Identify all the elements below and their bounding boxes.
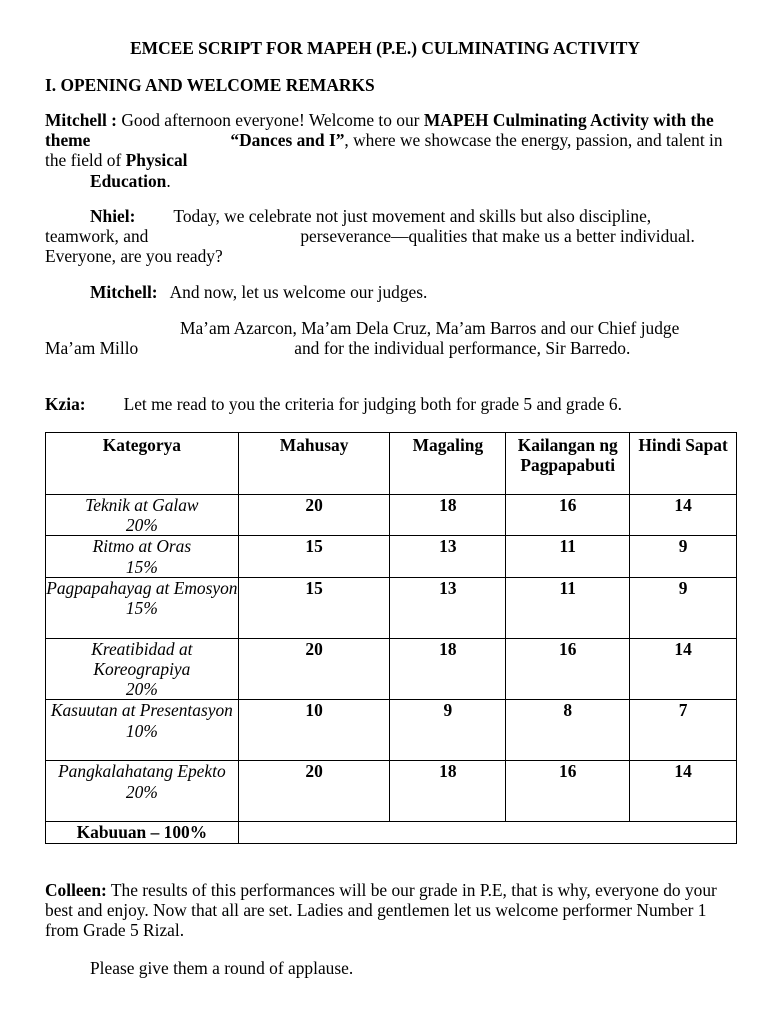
table-row <box>46 536 737 577</box>
bold-text: Physical <box>125 150 188 171</box>
score-cell: 9 <box>630 536 737 577</box>
paragraph-text: and for the individual performance, Sir Barredo. <box>294 338 631 359</box>
section-heading: I. OPENING AND WELCOME REMARKS <box>45 75 375 95</box>
score-cell: 20 <box>238 761 390 822</box>
score-cell: 9 <box>390 700 506 761</box>
paragraph-text: Good afternoon everyone! Welcome to our <box>121 110 420 130</box>
speaker-label: Colleen: <box>45 880 107 900</box>
score-cell: 10 <box>238 700 390 761</box>
category-cell <box>46 495 239 536</box>
paragraph-mitchell-welcome <box>45 110 725 191</box>
score-cell: 14 <box>630 638 737 700</box>
score-cell: 14 <box>630 761 737 822</box>
paragraph-text: . <box>166 170 171 191</box>
score-cell: 16 <box>506 495 630 536</box>
table-row <box>46 495 737 536</box>
category-weight: 15% <box>125 556 158 577</box>
category-name: Kasuutan at Presentasyon <box>50 700 233 721</box>
table-row <box>46 577 737 638</box>
score-cell: 8 <box>506 700 630 761</box>
column-header: Kailangan ng Pagpapabuti <box>506 433 630 495</box>
paragraph-colleen <box>45 880 725 941</box>
table-row <box>46 700 737 761</box>
score-cell: 16 <box>506 638 630 700</box>
paragraph-text: The results of this performances will be our grade in P.E, that is why, everyone do your best and enjoy. Now that all are set. Ladies and gentlemen let us welcome performer Number 1 from Grade 5 Rizal. <box>45 880 717 941</box>
score-cell: 18 <box>390 495 506 536</box>
category-cell <box>46 700 239 761</box>
paragraph-kzia <box>45 394 725 414</box>
speaker-label: Mitchell: <box>90 282 158 302</box>
score-cell: 11 <box>506 536 630 577</box>
table-row <box>46 638 737 700</box>
score-cell: 20 <box>238 638 390 700</box>
bold-text: MAPEH Culminating Activity with the theme <box>45 110 714 151</box>
category-weight: 20% <box>125 679 158 700</box>
speaker-label: Nhiel: <box>90 206 136 226</box>
category-weight: 20% <box>125 515 158 536</box>
score-cell: 18 <box>390 638 506 700</box>
paragraph-text: Let me read to you the criteria for judging both for grade 5 and grade 6. <box>123 394 622 414</box>
column-header: Mahusay <box>238 433 390 495</box>
criteria-table <box>45 432 737 844</box>
score-cell: 15 <box>238 577 390 638</box>
score-cell: 13 <box>390 536 506 577</box>
paragraph-text: Please give them a round of applause. <box>90 958 354 978</box>
category-name: Teknik at Galaw <box>85 495 199 515</box>
score-cell: 18 <box>390 761 506 822</box>
category-weight: 10% <box>125 720 158 741</box>
category-name: Ritmo at Oras <box>92 536 192 557</box>
score-cell: 16 <box>506 761 630 822</box>
paragraph-applause <box>45 958 725 978</box>
score-cell: 13 <box>390 577 506 638</box>
total-label: Kabuuan – 100% <box>46 822 239 843</box>
table-header-row <box>46 433 737 495</box>
category-name: Pangkalahatang Epekto <box>58 761 226 782</box>
category-weight: 20% <box>125 781 158 802</box>
table-row <box>46 761 737 822</box>
total-value-cell <box>238 822 736 843</box>
score-cell: 20 <box>238 495 390 536</box>
score-cell: 14 <box>630 495 737 536</box>
bold-text: Education <box>90 170 167 191</box>
column-header: Magaling <box>390 433 506 495</box>
score-cell: 7 <box>630 700 737 761</box>
paragraph-text: perseverance—qualities that make us a better individual. Everyone, are you ready? <box>45 226 695 267</box>
column-header: Kategorya <box>46 433 239 495</box>
paragraph-judges-list <box>45 318 725 358</box>
paragraph-nhiel <box>45 206 725 267</box>
category-cell <box>46 761 239 822</box>
table-total-row <box>46 822 737 843</box>
paragraph-mitchell-judges <box>45 282 725 302</box>
column-header: Hindi Sapat <box>630 433 737 495</box>
paragraph-text: Ma’am Azarcon, Ma’am Dela Cruz, Ma’am Barros and our Chief judge Ma’am Millo <box>45 318 680 359</box>
category-cell <box>46 577 239 638</box>
paragraph-text: And now, let us welcome our judges. <box>169 282 428 302</box>
theme-text: “Dances and I” <box>230 130 345 151</box>
document-title: EMCEE SCRIPT FOR MAPEH (P.E.) CULMINATING ACTIVITY <box>130 38 640 58</box>
category-weight: 15% <box>125 598 158 619</box>
speaker-label: Mitchell : <box>45 110 117 130</box>
score-cell: 11 <box>506 577 630 638</box>
category-cell <box>46 638 239 700</box>
category-name: Kreatibidad at Koreograpiya <box>91 638 193 680</box>
score-cell: 9 <box>630 577 737 638</box>
paragraph-text: Today, we celebrate not just movement and skills but also discipline, teamwork, and <box>45 206 652 247</box>
category-cell <box>46 536 239 577</box>
paragraph-text: , where we showcase the energy, passion, and talent in the field of <box>45 130 723 171</box>
score-cell: 15 <box>238 536 390 577</box>
speaker-label: Kzia: <box>45 394 86 414</box>
category-name: Pagpapahayag at Emosyon <box>46 577 238 598</box>
